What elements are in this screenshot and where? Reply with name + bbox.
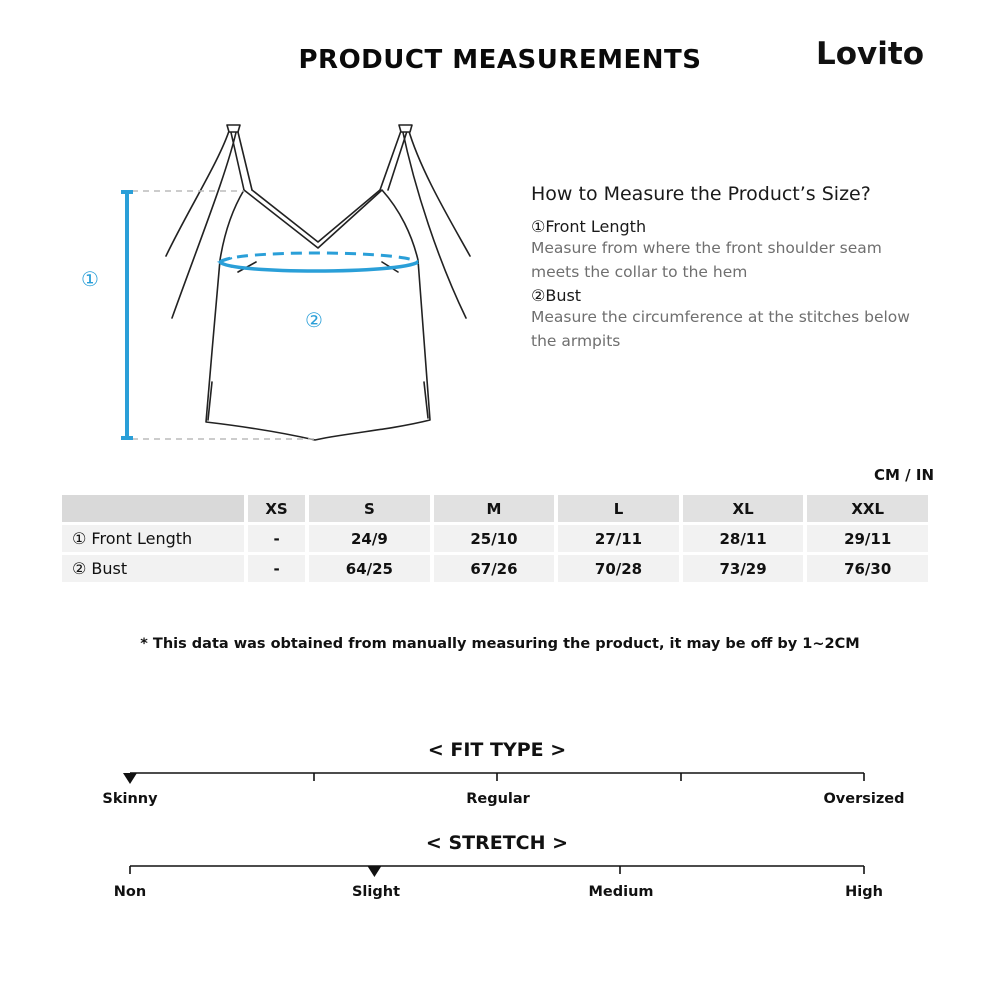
fit-type-title: < FIT TYPE > <box>427 739 567 761</box>
size-table <box>58 492 932 585</box>
garment-diagram <box>60 110 500 455</box>
bust-heading: ②Bust <box>531 286 582 305</box>
row-label-front-length: ① Front Length <box>62 525 244 552</box>
size-header-s: S <box>309 495 430 522</box>
table-cell: 64/25 <box>309 555 430 582</box>
table-cell: 70/28 <box>558 555 679 582</box>
size-header-xxl: XXL <box>807 495 928 522</box>
table-row-bust <box>62 555 928 582</box>
size-header-l: L <box>558 495 679 522</box>
size-header-xs: XS <box>248 495 305 522</box>
table-cell: - <box>248 525 305 552</box>
table-cell: 73/29 <box>683 555 804 582</box>
how-to-measure-title: How to Measure the Product’s Size? <box>531 183 871 205</box>
stretch-label-non: Non <box>113 884 147 900</box>
table-cell: 24/9 <box>309 525 430 552</box>
how-to-measure-section <box>531 183 931 353</box>
fit-type-scale <box>0 765 1000 785</box>
fit-label-regular: Regular <box>466 791 530 807</box>
table-cell: 67/26 <box>434 555 555 582</box>
front-length-marker: ① <box>81 267 99 291</box>
table-cell: - <box>248 555 305 582</box>
units-label: CM / IN <box>874 466 934 484</box>
front-length-description: Measure from where the front shoulder seam meets the collar to the hem <box>531 239 882 281</box>
size-header-xl: XL <box>683 495 804 522</box>
stretch-label-high: High <box>845 884 883 900</box>
table-cell: 28/11 <box>683 525 804 552</box>
bust-marker: ② <box>305 308 323 332</box>
size-header-m: M <box>434 495 555 522</box>
header-corner-cell <box>62 495 244 522</box>
cami-top-illustration <box>60 110 500 455</box>
table-cell: 29/11 <box>807 525 928 552</box>
stretch-label-medium: Medium <box>588 884 654 900</box>
row-label-bust: ② Bust <box>62 555 244 582</box>
measurement-note: * This data was obtained from manually measuring the product, it may be off by 1~2CM <box>140 636 860 652</box>
front-length-indicator <box>121 192 133 438</box>
table-cell: 25/10 <box>434 525 555 552</box>
size-header-row <box>62 495 928 522</box>
stretch-label-slight: Slight <box>351 884 401 900</box>
table-cell: 76/30 <box>807 555 928 582</box>
bust-description: Measure the circumference at the stitches below the armpits <box>531 308 910 350</box>
stretch-title: < STRETCH > <box>425 832 569 854</box>
table-cell: 27/11 <box>558 525 679 552</box>
page-title: PRODUCT MEASUREMENTS <box>298 45 702 75</box>
front-length-heading: ①Front Length <box>531 217 647 236</box>
fit-label-skinny: Skinny <box>102 791 158 807</box>
table-row-front-length <box>62 525 928 552</box>
fit-label-oversized: Oversized <box>823 791 905 807</box>
brand-logo: Lovito <box>815 36 924 72</box>
stretch-selected-pointer <box>367 866 381 877</box>
stretch-scale <box>0 858 1000 878</box>
fit-type-selected-pointer <box>123 773 137 784</box>
